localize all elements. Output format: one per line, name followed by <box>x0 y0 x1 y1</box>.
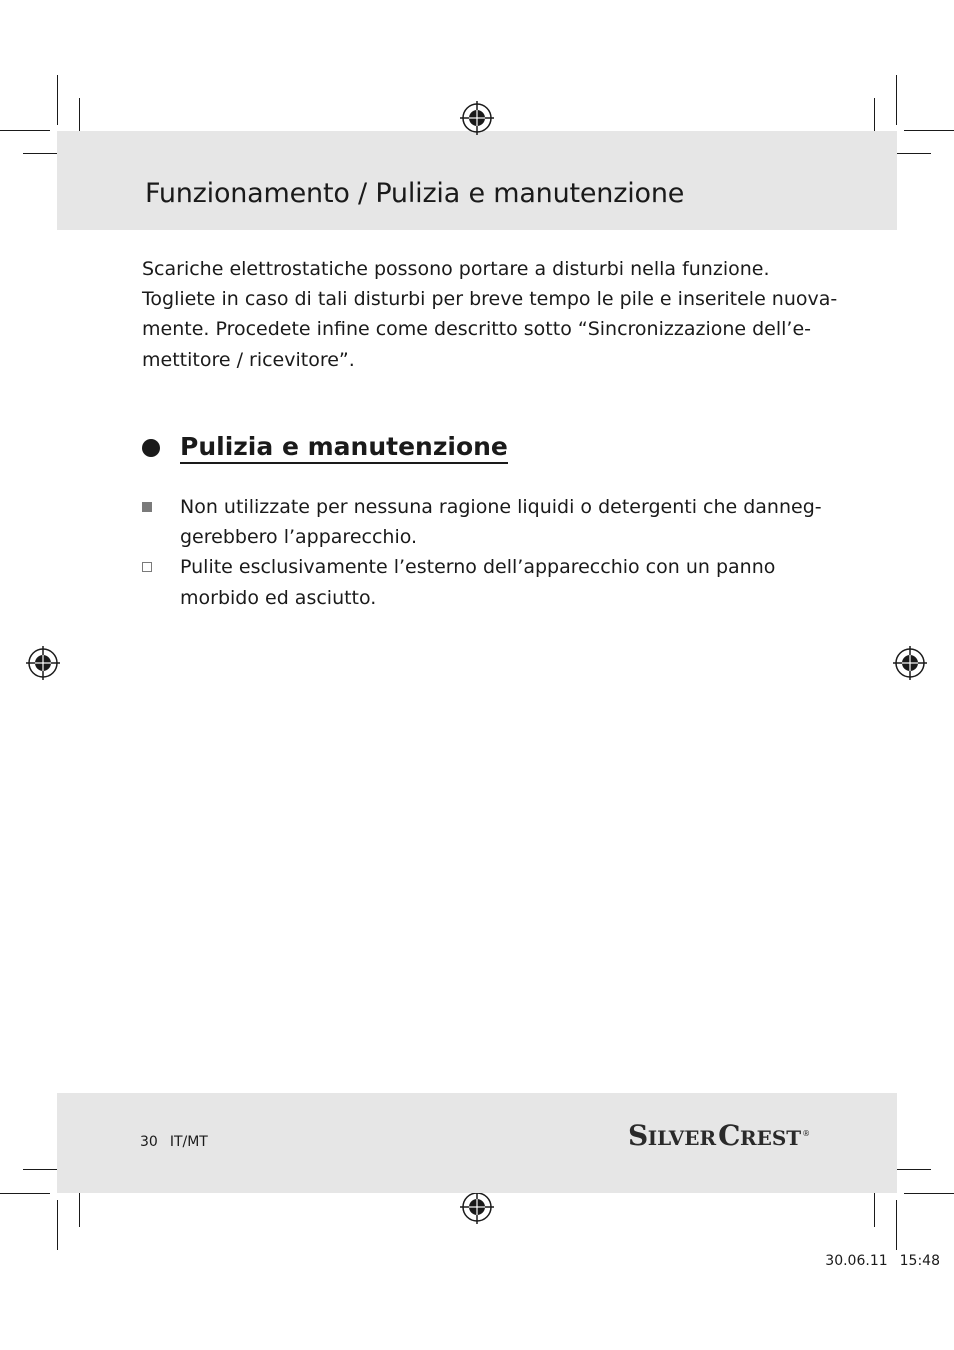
crop-mark <box>57 75 58 125</box>
registration-mark-icon <box>893 646 927 680</box>
intro-paragraph <box>142 254 838 375</box>
page-title: Funzionamento / Pulizia e manutenzione <box>145 178 685 209</box>
registration-mark-icon <box>460 1190 494 1224</box>
filled-square-bullet-icon <box>142 502 152 512</box>
list-item-line: gerebbero l’apparecchio. <box>180 526 418 549</box>
brand-logo <box>628 1119 810 1155</box>
brand-logo-letter: C <box>718 1119 740 1152</box>
list-item-line: Non utilizzate per nessuna ragione liquidi o detergenti che danneg- <box>180 496 822 518</box>
registration-mark-icon <box>26 646 60 680</box>
crop-mark <box>0 130 50 131</box>
print-time: 15:48 <box>899 1253 940 1269</box>
page-footer-label <box>140 1134 208 1150</box>
list-item <box>142 492 842 552</box>
crop-mark <box>0 1193 50 1194</box>
print-timestamp <box>825 1253 940 1269</box>
hollow-square-bullet-icon <box>142 562 152 572</box>
brand-logo-text: REST <box>739 1126 802 1150</box>
heading-bullet-icon <box>142 439 160 457</box>
registration-mark-icon <box>460 101 494 135</box>
crop-mark <box>904 1193 954 1194</box>
instruction-list <box>142 492 842 613</box>
crop-mark <box>57 1200 58 1250</box>
print-date: 30.06.11 <box>825 1253 888 1269</box>
intro-line: Scariche elettrostatiche possono portare a disturbi nella funzione. <box>142 258 770 280</box>
intro-line: mettitore / ricevitore”. <box>142 348 355 371</box>
registered-mark: ® <box>802 1129 810 1138</box>
section-title: Pulizia e manutenzione <box>180 432 508 464</box>
intro-line: mente. Procedete infine come descritto sotto “Sincronizzazione dell’e- <box>142 318 812 341</box>
brand-logo-letter: S <box>628 1119 648 1152</box>
crop-mark <box>896 75 897 125</box>
crop-mark <box>896 1200 897 1250</box>
list-item-line: Pulite esclusivamente l’esterno dell’apparecchio con un panno <box>180 556 776 579</box>
brand-logo-text: ILVER <box>647 1126 717 1150</box>
page-number: 30 <box>140 1134 158 1150</box>
crop-mark <box>904 130 954 131</box>
list-item <box>142 552 842 612</box>
section-heading <box>142 428 508 468</box>
language-code: IT/MT <box>169 1134 208 1150</box>
intro-line: Togliete in caso di tali disturbi per breve tempo le pile e inseritele nuova- <box>142 288 838 311</box>
list-item-line: morbido ed asciutto. <box>180 586 377 609</box>
crop-mark <box>874 1187 875 1227</box>
crop-mark <box>79 1187 80 1227</box>
